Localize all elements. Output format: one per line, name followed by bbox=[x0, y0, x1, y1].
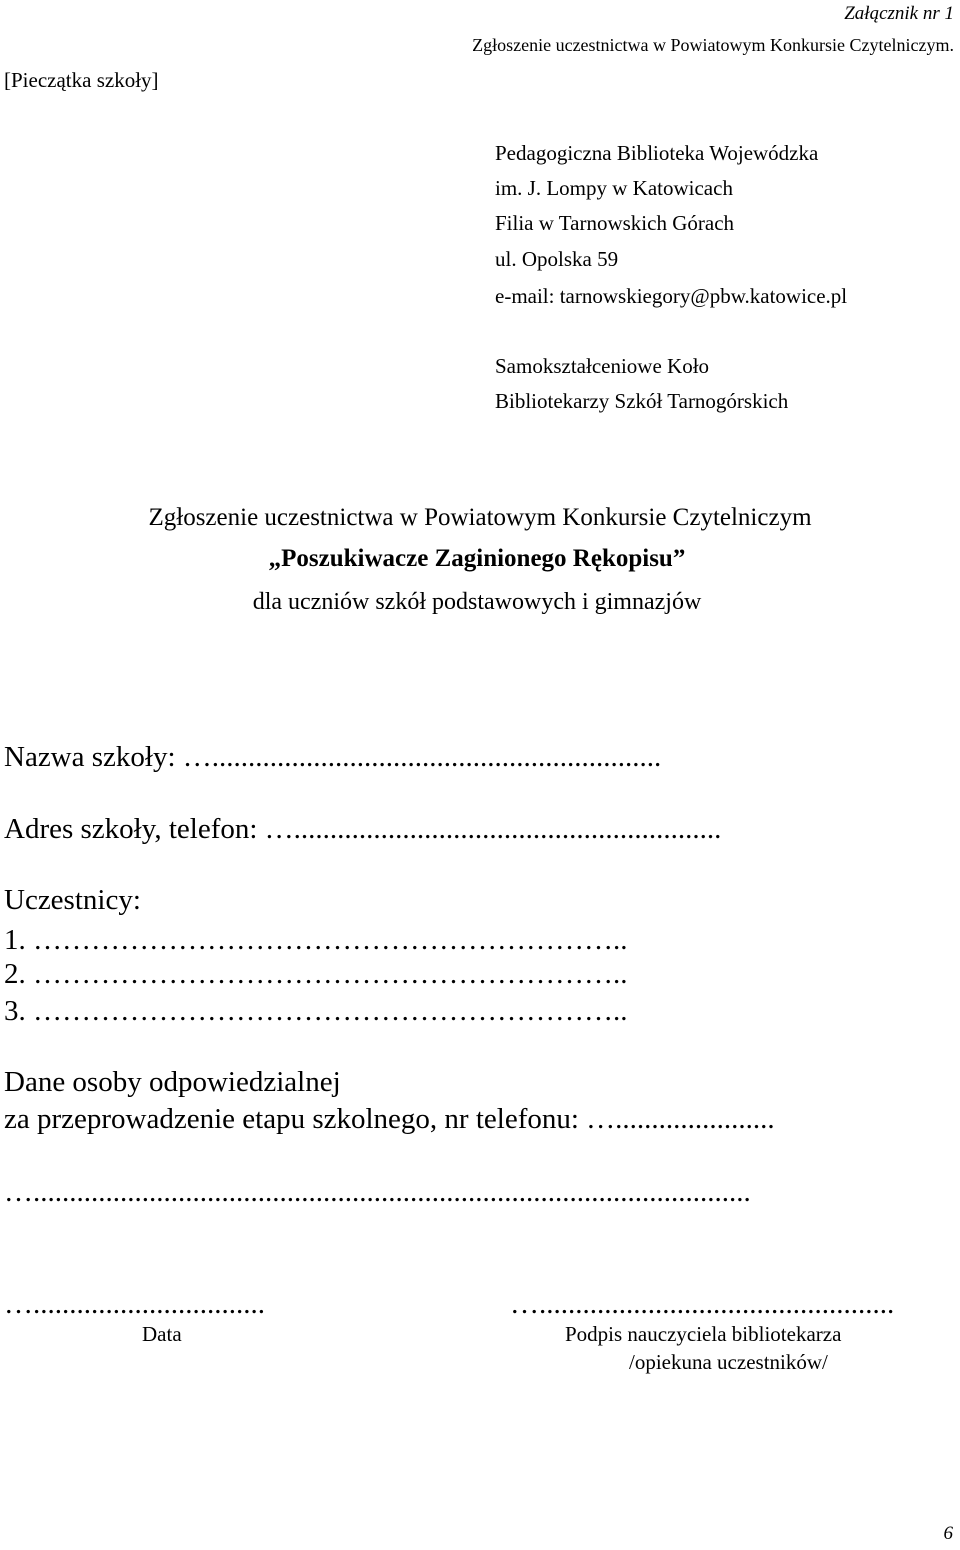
school-name-field[interactable]: Nazwa szkoły: ….............................................................. bbox=[4, 741, 662, 773]
participant-field-1[interactable]: 1. …………………………………………………….. bbox=[4, 924, 628, 956]
date-field[interactable]: …................................ bbox=[4, 1288, 265, 1320]
participants-label: Uczestnicy: bbox=[4, 884, 141, 916]
recipient-email: e-mail: tarnowskiegory@pbw.katowice.pl bbox=[495, 284, 848, 308]
recipient-line: Pedagogiczna Biblioteka Wojewódzka bbox=[495, 141, 819, 165]
recipient-line: ul. Opolska 59 bbox=[495, 247, 619, 271]
participant-field-3[interactable]: 3. …………………………………………………….. bbox=[4, 995, 628, 1027]
signature-field[interactable]: …................................................. bbox=[510, 1288, 895, 1320]
signature-label-continuation: /opiekuna uczestników/ bbox=[629, 1350, 828, 1374]
responsible-person-label: Dane osoby odpowiedzialnej bbox=[4, 1066, 341, 1098]
competition-name: „Poszukiwacze Zaginionego Rękopisu” bbox=[268, 545, 686, 572]
attachment-subtitle: Zgłoszenie uczestnictwa w Powiatowym Konkursie Czytelniczym. bbox=[472, 35, 954, 55]
signature-label: Podpis nauczyciela bibliotekarza bbox=[565, 1322, 842, 1346]
attachment-label: Załącznik nr 1 bbox=[844, 3, 954, 24]
title-line: Zgłoszenie uczestnictwa w Powiatowym Konkursie Czytelniczym bbox=[148, 504, 812, 531]
recipient-line: im. J. Lompy w Katowicach bbox=[495, 176, 733, 200]
page-number: 6 bbox=[943, 1523, 953, 1544]
participant-field-2[interactable]: 2. …………………………………………………….. bbox=[4, 958, 628, 990]
responsible-person-field[interactable]: za przeprowadzenie etapu szkolnego, nr telefonu: …...................... bbox=[4, 1103, 775, 1135]
recipient-line: Filia w Tarnowskich Górach bbox=[495, 211, 735, 235]
responsible-person-continuation[interactable]: …................................................................................................... bbox=[4, 1176, 751, 1208]
circle-line: Bibliotekarzy Szkół Tarnogórskich bbox=[495, 389, 789, 413]
title-audience: dla uczniów szkół podstawowych i gimnazjów bbox=[252, 589, 702, 615]
date-label: Data bbox=[142, 1322, 182, 1346]
school-stamp-placeholder: [Pieczątka szkoły] bbox=[4, 68, 159, 92]
circle-line: Samokształceniowe Koło bbox=[495, 354, 710, 378]
school-address-field[interactable]: Adres szkoły, telefon: …........................................................... bbox=[4, 813, 722, 845]
